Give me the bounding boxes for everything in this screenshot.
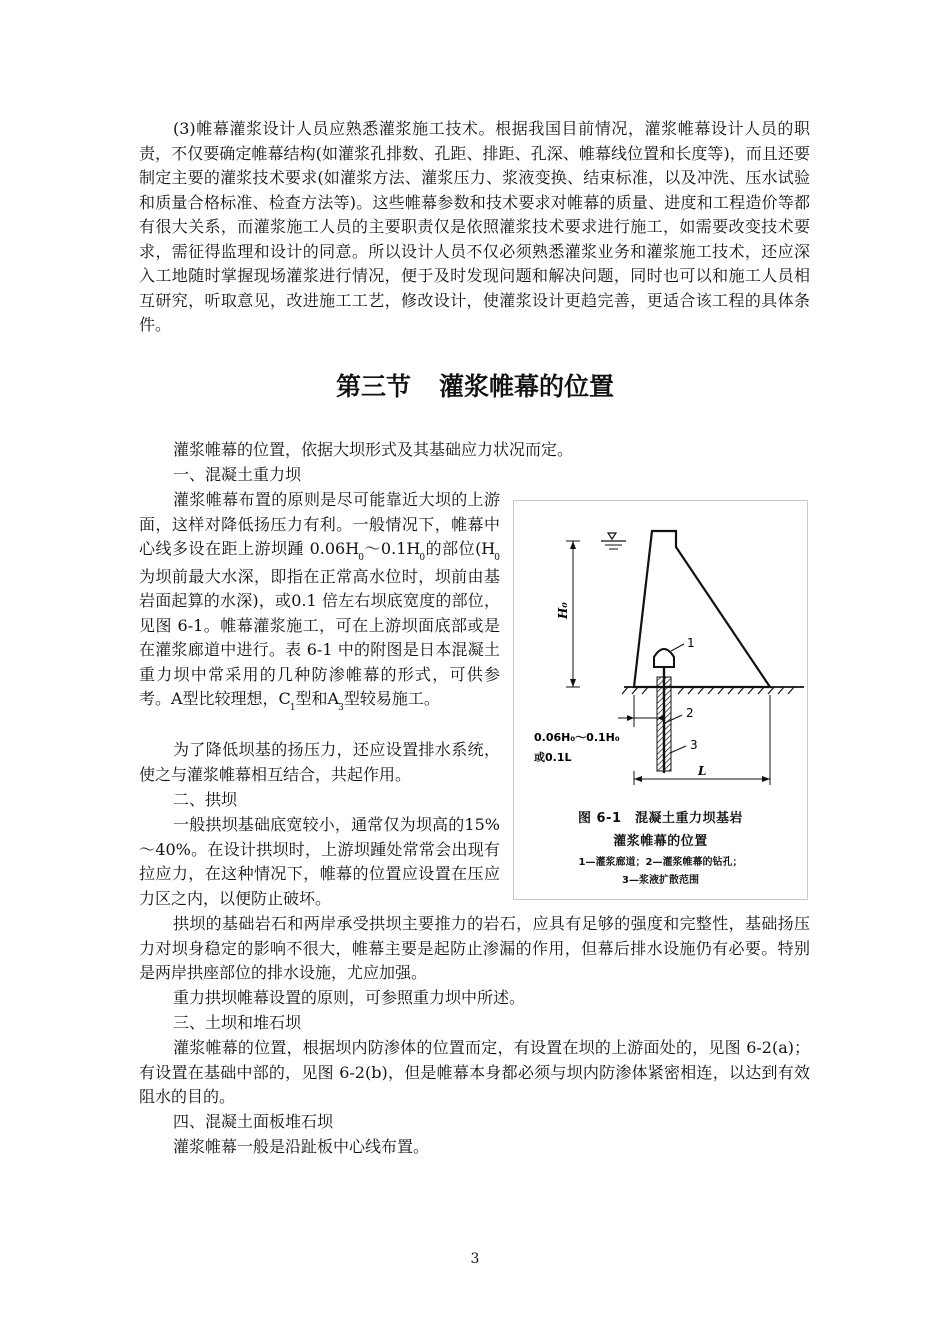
h0-label: H₀ — [556, 602, 570, 619]
dam-diagram — [514, 501, 807, 801]
heading-gravity-dam: 一、混凝土重力坝 — [173, 465, 302, 484]
para-face-slab-dam: 灌浆帷幕一般是沿趾板中心线布置。 — [173, 1137, 430, 1156]
para-gravity-dam: 灌浆帷幕布置的原则是尽可能靠近大坝的上游面，这样对降低扬压力有利。一般情况下，帷幕中心线多设在距上游坝踵 $0.06H_0\sim 0.1H_0$的部位($H_0$为坝前最大水深，即指在正常高水位时，坝前由基岩面起算的水深)，或0.1 倍左右坝底宽度的部位，见图 6-1。帷幕灌浆施工，可在上游坝面底部或是在灌浆廊道中进行。表 6-1 中的附图是日本混凝土重力坝中常采用的几种防渗帷幕的形式，可供参考。A型比较理想，$C_1$型和$A_3$型较易施工。 — [139, 490, 500, 713]
heading-earth-dam: 三、土坝和堆石坝 — [173, 1013, 302, 1032]
figure-caption-title: 图 6-1 混凝土重力坝基岩 — [577, 811, 743, 826]
intro-paragraph: (3)帷幕灌浆设计人员应熟悉灌浆施工技术。根据我国目前情况，灌浆帷幕设计人员的职责，不仅要确定帷幕结构(如灌浆孔排数、孔距、排距、孔深、帷幕线位置和长度等)，而且还要制定主要的灌浆技术要求(如灌浆方法、灌浆压力、浆液变换、结束标准，以及冲洗、压水试验和质量合格标准、检查方法等)。这些帷幕参数和技术要求对帷幕的质量、进度和工程造价等都有很大关系，而灌浆施工人员的主要职责仅是依照灌浆技术要求进行施工，如需要改变技术要求，需征得监理和设计的同意。所以设计人员不仅必须熟悉灌浆业务和灌浆施工技术，还应深入工地随时掌握现场灌浆进行情况，便于及时发现问题和解决问题，同时也可以和施工人员相互研究，听取意见，改进施工工艺，修改设计，使灌浆设计更趋完善，更适合该工程的具体条件。 — [139, 119, 810, 334]
offset-or-label: 或0.1L — [534, 751, 572, 764]
label-3: 3 — [690, 738, 698, 752]
figure-6-1 — [513, 500, 808, 900]
leader-3 — [670, 746, 686, 753]
para-drainage: 为了降低坝基的扬压力，还应设置排水系统，使之与灌浆帷幕相互结合，共起作用。 — [139, 740, 500, 784]
water-level-symbol — [601, 533, 626, 549]
para-earth-dam: 灌浆帷幕的位置，根据坝内防渗体的位置而定，有设置在坝的上游面处的，见图 6-2(a)；有设置在基础中部的，见图 6-2(b)，但是帷幕本身都必须与坝内防渗体紧密相连，以达到有效阻水的目的。 — [139, 1038, 810, 1106]
lead-paragraph: 灌浆帷幕的位置，依据大坝形式及其基础应力状况而定。 — [173, 440, 574, 459]
section-heading — [0, 367, 950, 403]
h0-dimension — [556, 541, 580, 687]
figure-legend-2: 3—浆液扩散范围 — [622, 875, 699, 886]
offset-label: 0.06H₀～0.1H₀ — [534, 731, 620, 744]
leader-1 — [671, 644, 684, 651]
heading-arch-dam: 二、拱坝 — [173, 790, 238, 809]
page-number: 3 — [470, 1251, 480, 1267]
para-gravity-arch: 重力拱坝帷幕设置的原则，可参照重力坝中所述。 — [173, 988, 526, 1007]
para-arch-foundation: 拱坝的基础岩石和两岸承受拱坝主要推力的岩石，应具有足够的强度和完整性，基础扬压力对坝身稳定的影响不很大，帷幕主要是起防止渗漏的作用，但幕后排水设施仍有必要。特别是两岸拱座部位的排水设施，尤应加强。 — [139, 914, 810, 982]
figure-legend-1: 1—灌浆廊道；2—灌浆帷幕的钻孔； — [578, 857, 743, 868]
figure-caption-subtitle: 灌浆帷幕的位置 — [613, 834, 708, 849]
grout-gallery — [654, 649, 674, 667]
para-arch-dam: 一般拱坝基础底宽较小，通常仅为坝高的15%～40%。在设计拱坝时，上游坝踵处常常会出现有拉应力，在这种情况下，帷幕的位置应设置在压应力区之内，以便防止破坏。 — [139, 815, 500, 908]
l-label: L — [698, 764, 707, 778]
label-2: 2 — [686, 706, 694, 720]
section-title: 灌浆帷幕的位置 — [439, 372, 615, 401]
label-1: 1 — [687, 636, 695, 650]
heading-face-slab-dam: 四、混凝土面板堆石坝 — [173, 1112, 334, 1131]
section-number: 第三节 — [335, 372, 411, 401]
